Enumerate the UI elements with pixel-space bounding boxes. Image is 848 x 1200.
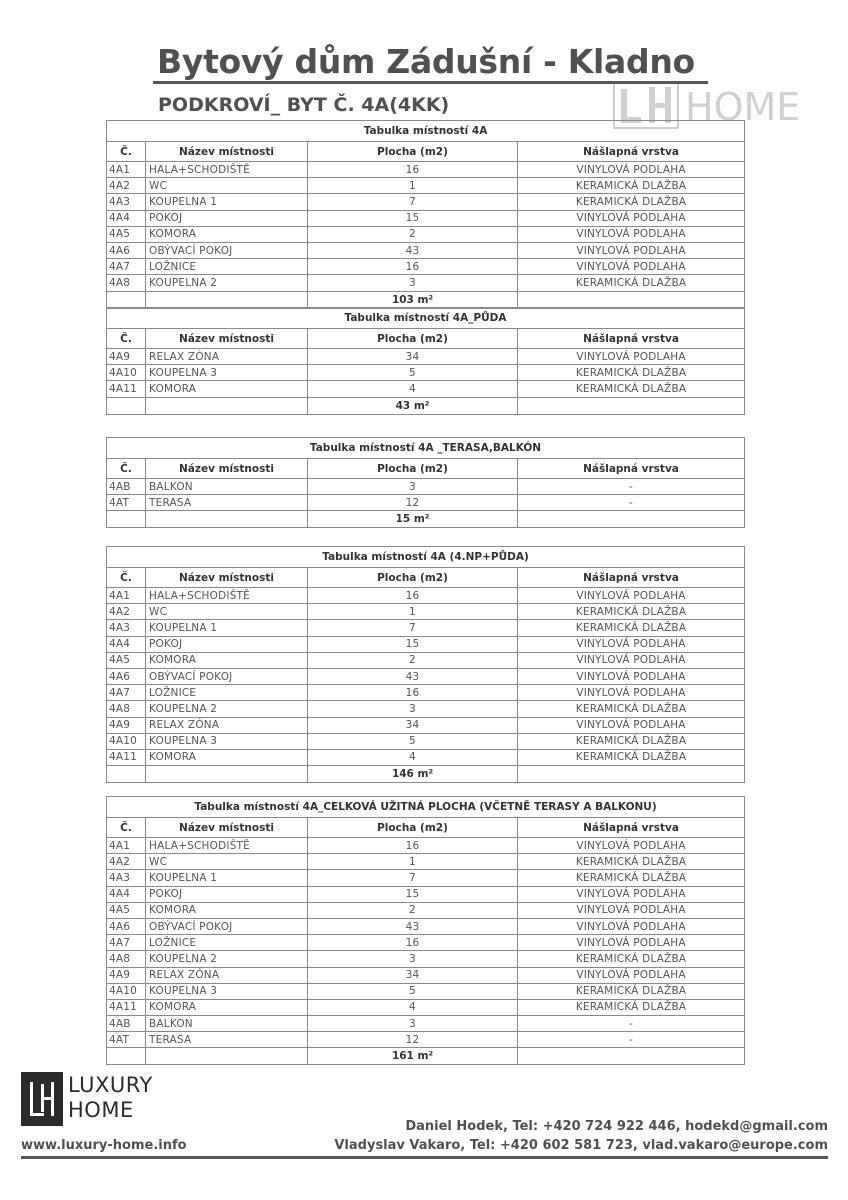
cell-room-name: KOMORA <box>146 226 308 242</box>
cell-area: 43 <box>308 242 518 258</box>
cell-room-name: LOŽNICE <box>146 935 308 951</box>
cell-area: 34 <box>308 717 518 733</box>
cell-room-name: KOUPELNA 2 <box>146 951 308 967</box>
document-subtitle: PODKROVÍ_ BYT Č. 4A(4KK) <box>158 94 450 116</box>
logo-wordmark <box>68 1073 153 1123</box>
cell-room-id: 4A5 <box>107 226 146 242</box>
table-row <box>107 620 745 636</box>
table-row <box>107 951 745 967</box>
cell-room-id: 4A9 <box>107 717 146 733</box>
cell-room-name: RELAX ZÓNA <box>146 349 308 365</box>
cell-room-name: KOUPELNA 1 <box>146 620 308 636</box>
column-header-name: Název místnosti <box>146 142 308 162</box>
cell-floor-layer: - <box>518 1016 745 1032</box>
cell-room-id: 4A9 <box>107 967 146 983</box>
cell-room-name: BALKON <box>146 1016 308 1032</box>
table-row <box>107 226 745 242</box>
table-total: 43 m² <box>308 397 518 414</box>
column-header-area: Plocha (m2) <box>308 818 518 838</box>
table-caption: Tabulka místností 4A_PŮDA <box>107 308 745 329</box>
column-header-name: Název místnosti <box>146 818 308 838</box>
cell-room-id: 4A5 <box>107 652 146 668</box>
cell-floor-layer: KERAMICKÁ DLAŽBA <box>518 999 745 1015</box>
cell-floor-layer: KERAMICKÁ DLAŽBA <box>518 983 745 999</box>
cell-room-name: KOUPELNA 1 <box>146 194 308 210</box>
cell-area: 5 <box>308 365 518 381</box>
table-row <box>107 870 745 886</box>
column-header-id: Č. <box>107 568 146 588</box>
table-total: 15 m² <box>308 511 518 528</box>
cell-room-name: KOUPELNA 3 <box>146 733 308 749</box>
cell-area: 16 <box>308 162 518 178</box>
cell-area: 1 <box>308 604 518 620</box>
cell-area: 2 <box>308 226 518 242</box>
table-row <box>107 999 745 1015</box>
cell-room-name: TERASA <box>146 495 308 511</box>
cell-area: 3 <box>308 275 518 291</box>
cell-floor-layer: VINYLOVÁ PODLAHA <box>518 242 745 258</box>
cell-area: 3 <box>308 1016 518 1032</box>
cell-room-name: RELAX ZÓNA <box>146 717 308 733</box>
cell-room-id: 4AT <box>107 495 146 511</box>
cell-room-name: KOMORA <box>146 999 308 1015</box>
cell-floor-layer: VINYLOVÁ PODLAHA <box>518 226 745 242</box>
table-row <box>107 886 745 902</box>
cell-floor-layer: KERAMICKÁ DLAŽBA <box>518 733 745 749</box>
column-header-name: Název místnosti <box>146 329 308 349</box>
cell-room-name: KOMORA <box>146 381 308 397</box>
cell-room-name: OBÝVACÍ POKOJ <box>146 242 308 258</box>
cell-area: 16 <box>308 935 518 951</box>
contact-vladyslav-vakaro: Vladyslav Vakaro, Tel: +420 602 581 723, vlad.vakaro@europe.com <box>334 1138 828 1153</box>
cell-floor-layer: KERAMICKÁ DLAŽBA <box>518 365 745 381</box>
table-row <box>107 479 745 495</box>
room-table-4a-4np-puda <box>106 546 745 783</box>
table-row <box>107 902 745 918</box>
cell-area: 4 <box>308 999 518 1015</box>
cell-room-id: 4A2 <box>107 604 146 620</box>
website-link[interactable]: www.luxury-home.info <box>21 1138 187 1153</box>
table-caption: Tabulka místností 4A_CELKOVÁ UŽITNÁ PLOCHA (VČETNĚ TERASY A BALKONU) <box>107 797 745 818</box>
cell-room-id: 4A8 <box>107 951 146 967</box>
cell-area: 7 <box>308 620 518 636</box>
cell-room-id: 4A6 <box>107 242 146 258</box>
cell-area: 43 <box>308 918 518 934</box>
table-row <box>107 242 745 258</box>
cell-floor-layer: KERAMICKÁ DLAŽBA <box>518 854 745 870</box>
cell-room-id: 4A10 <box>107 733 146 749</box>
cell-floor-layer: KERAMICKÁ DLAŽBA <box>518 604 745 620</box>
cell-room-name: WC <box>146 178 308 194</box>
logo-line-1: LUXURY <box>68 1073 153 1097</box>
table-caption: Tabulka místností 4A (4.NP+PŮDA) <box>107 547 745 568</box>
cell-room-id: 4A5 <box>107 902 146 918</box>
cell-room-id: 4A7 <box>107 935 146 951</box>
table-caption: Tabulka místností 4A _TERASA,BALKÓN <box>107 438 745 459</box>
table-row <box>107 967 745 983</box>
cell-area: 4 <box>308 749 518 765</box>
table-total: 146 m² <box>308 766 518 783</box>
cell-area: 1 <box>308 178 518 194</box>
cell-room-name: HALA+SCHODIŠTĚ <box>146 162 308 178</box>
cell-room-name: KOUPELNA 2 <box>146 701 308 717</box>
cell-area: 5 <box>308 733 518 749</box>
column-header-area: Plocha (m2) <box>308 142 518 162</box>
cell-room-name: KOMORA <box>146 902 308 918</box>
cell-room-id: 4A1 <box>107 838 146 854</box>
cell-room-id: 4A11 <box>107 999 146 1015</box>
table-row <box>107 983 745 999</box>
cell-area: 2 <box>308 652 518 668</box>
cell-room-name: RELAX ZÓNA <box>146 967 308 983</box>
cell-floor-layer: VINYLOVÁ PODLAHA <box>518 838 745 854</box>
cell-floor-layer: KERAMICKÁ DLAŽBA <box>518 275 745 291</box>
cell-room-id: 4AB <box>107 1016 146 1032</box>
cell-area: 5 <box>308 983 518 999</box>
table-row <box>107 495 745 511</box>
cell-floor-layer: VINYLOVÁ PODLAHA <box>518 588 745 604</box>
table-row <box>107 349 745 365</box>
column-header-area: Plocha (m2) <box>308 568 518 588</box>
cell-room-id: 4A11 <box>107 381 146 397</box>
cell-room-name: LOŽNICE <box>146 685 308 701</box>
column-header-name: Název místnosti <box>146 568 308 588</box>
cell-room-id: 4A7 <box>107 259 146 275</box>
footer-rule <box>21 1156 828 1159</box>
column-header-area: Plocha (m2) <box>308 459 518 479</box>
cell-floor-layer: KERAMICKÁ DLAŽBA <box>518 194 745 210</box>
cell-room-name: WC <box>146 854 308 870</box>
table-row <box>107 588 745 604</box>
table-row <box>107 162 745 178</box>
table-row <box>107 733 745 749</box>
watermark-text: HOME <box>685 85 801 129</box>
table-row <box>107 717 745 733</box>
table-row <box>107 365 745 381</box>
cell-room-name: OBÝVACÍ POKOJ <box>146 918 308 934</box>
cell-room-name: HALA+SCHODIŠTĚ <box>146 838 308 854</box>
column-header-area: Plocha (m2) <box>308 329 518 349</box>
column-header-id: Č. <box>107 142 146 162</box>
room-table-4a-terasa-balkon <box>106 437 745 528</box>
contact-daniel-hodek: Daniel Hodek, Tel: +420 724 922 446, hodekd@gmail.com <box>405 1119 828 1134</box>
cell-room-id: 4A3 <box>107 620 146 636</box>
cell-room-name: HALA+SCHODIŠTĚ <box>146 588 308 604</box>
cell-area: 15 <box>308 210 518 226</box>
room-table-4a-puda <box>106 307 745 415</box>
room-table-4a-celkova <box>106 796 745 1065</box>
cell-room-name: LOŽNICE <box>146 259 308 275</box>
cell-area: 4 <box>308 381 518 397</box>
cell-floor-layer: KERAMICKÁ DLAŽBA <box>518 951 745 967</box>
cell-room-id: 4A6 <box>107 918 146 934</box>
table-row <box>107 838 745 854</box>
cell-floor-layer: KERAMICKÁ DLAŽBA <box>518 381 745 397</box>
cell-room-name: WC <box>146 604 308 620</box>
cell-room-name: KOUPELNA 1 <box>146 870 308 886</box>
column-header-id: Č. <box>107 329 146 349</box>
table-row <box>107 178 745 194</box>
cell-floor-layer: VINYLOVÁ PODLAHA <box>518 162 745 178</box>
cell-room-id: 4A3 <box>107 194 146 210</box>
cell-room-name: KOMORA <box>146 652 308 668</box>
cell-area: 7 <box>308 194 518 210</box>
cell-floor-layer: VINYLOVÁ PODLAHA <box>518 717 745 733</box>
column-header-id: Č. <box>107 818 146 838</box>
cell-area: 15 <box>308 886 518 902</box>
cell-floor-layer: KERAMICKÁ DLAŽBA <box>518 178 745 194</box>
table-row <box>107 1016 745 1032</box>
column-header-floor: Nášlapná vrstva <box>518 459 745 479</box>
table-caption: Tabulka místností 4A <box>107 121 745 142</box>
logo-line-2: HOME <box>68 1098 134 1122</box>
cell-room-id: 4A9 <box>107 349 146 365</box>
cell-room-id: 4A8 <box>107 275 146 291</box>
document-title: Bytový dům Zádušní - Kladno <box>157 42 695 81</box>
cell-floor-layer: VINYLOVÁ PODLAHA <box>518 902 745 918</box>
cell-floor-layer: - <box>518 495 745 511</box>
cell-room-id: 4A6 <box>107 668 146 684</box>
cell-floor-layer: KERAMICKÁ DLAŽBA <box>518 701 745 717</box>
cell-room-name: KOMORA <box>146 749 308 765</box>
table-row <box>107 259 745 275</box>
cell-room-name: POKOJ <box>146 886 308 902</box>
luxury-home-logo <box>21 1072 158 1126</box>
cell-floor-layer: VINYLOVÁ PODLAHA <box>518 685 745 701</box>
cell-room-id: 4A3 <box>107 870 146 886</box>
cell-room-id: 4A1 <box>107 588 146 604</box>
column-header-name: Název místnosti <box>146 459 308 479</box>
cell-floor-layer: VINYLOVÁ PODLAHA <box>518 935 745 951</box>
cell-room-id: 4A2 <box>107 854 146 870</box>
cell-room-name: KOUPELNA 2 <box>146 275 308 291</box>
table-row <box>107 652 745 668</box>
cell-floor-layer: VINYLOVÁ PODLAHA <box>518 967 745 983</box>
column-header-id: Č. <box>107 459 146 479</box>
cell-floor-layer: - <box>518 479 745 495</box>
cell-area: 16 <box>308 259 518 275</box>
cell-room-id: 4A4 <box>107 886 146 902</box>
table-row <box>107 685 745 701</box>
cell-room-id: 4A10 <box>107 365 146 381</box>
table-row <box>107 935 745 951</box>
cell-room-name: KOUPELNA 3 <box>146 365 308 381</box>
cell-floor-layer: VINYLOVÁ PODLAHA <box>518 886 745 902</box>
table-row <box>107 749 745 765</box>
table-total: 103 m² <box>308 291 518 308</box>
cell-floor-layer: VINYLOVÁ PODLAHA <box>518 918 745 934</box>
cell-area: 12 <box>308 495 518 511</box>
table-row <box>107 275 745 291</box>
cell-room-id: 4AB <box>107 479 146 495</box>
cell-floor-layer: VINYLOVÁ PODLAHA <box>518 636 745 652</box>
cell-area: 34 <box>308 967 518 983</box>
lh-logo-icon <box>21 1072 63 1126</box>
column-header-floor: Nášlapná vrstva <box>518 818 745 838</box>
cell-room-id: 4A11 <box>107 749 146 765</box>
cell-floor-layer: KERAMICKÁ DLAŽBA <box>518 749 745 765</box>
cell-room-name: KOUPELNA 3 <box>146 983 308 999</box>
cell-floor-layer: KERAMICKÁ DLAŽBA <box>518 870 745 886</box>
column-header-floor: Nášlapná vrstva <box>518 142 745 162</box>
cell-room-id: 4A8 <box>107 701 146 717</box>
cell-area: 34 <box>308 349 518 365</box>
cell-floor-layer: VINYLOVÁ PODLAHA <box>518 259 745 275</box>
cell-floor-layer: - <box>518 1032 745 1048</box>
cell-room-id: 4A4 <box>107 636 146 652</box>
cell-floor-layer: VINYLOVÁ PODLAHA <box>518 210 745 226</box>
column-header-floor: Nášlapná vrstva <box>518 329 745 349</box>
cell-room-name: POKOJ <box>146 636 308 652</box>
cell-area: 3 <box>308 701 518 717</box>
cell-floor-layer: VINYLOVÁ PODLAHA <box>518 668 745 684</box>
table-row <box>107 604 745 620</box>
table-row <box>107 1032 745 1048</box>
cell-room-id: 4A10 <box>107 983 146 999</box>
cell-area: 43 <box>308 668 518 684</box>
cell-area: 15 <box>308 636 518 652</box>
cell-area: 7 <box>308 870 518 886</box>
table-row <box>107 701 745 717</box>
table-row <box>107 210 745 226</box>
table-row <box>107 636 745 652</box>
table-row <box>107 918 745 934</box>
cell-room-name: OBÝVACÍ POKOJ <box>146 668 308 684</box>
cell-area: 16 <box>308 838 518 854</box>
cell-room-name: TERASA <box>146 1032 308 1048</box>
room-table-4a <box>106 120 745 309</box>
table-row <box>107 854 745 870</box>
table-row <box>107 381 745 397</box>
cell-floor-layer: VINYLOVÁ PODLAHA <box>518 652 745 668</box>
cell-area: 3 <box>308 479 518 495</box>
cell-room-id: 4A4 <box>107 210 146 226</box>
cell-room-id: 4A7 <box>107 685 146 701</box>
cell-room-id: 4A1 <box>107 162 146 178</box>
cell-area: 16 <box>308 588 518 604</box>
table-total: 161 m² <box>308 1048 518 1065</box>
cell-area: 16 <box>308 685 518 701</box>
table-row <box>107 194 745 210</box>
cell-room-name: POKOJ <box>146 210 308 226</box>
cell-area: 12 <box>308 1032 518 1048</box>
cell-room-name: BALKON <box>146 479 308 495</box>
cell-floor-layer: VINYLOVÁ PODLAHA <box>518 349 745 365</box>
table-row <box>107 668 745 684</box>
cell-room-id: 4AT <box>107 1032 146 1048</box>
cell-floor-layer: KERAMICKÁ DLAŽBA <box>518 620 745 636</box>
cell-area: 3 <box>308 951 518 967</box>
column-header-floor: Nášlapná vrstva <box>518 568 745 588</box>
cell-area: 2 <box>308 902 518 918</box>
cell-room-id: 4A2 <box>107 178 146 194</box>
cell-area: 1 <box>308 854 518 870</box>
